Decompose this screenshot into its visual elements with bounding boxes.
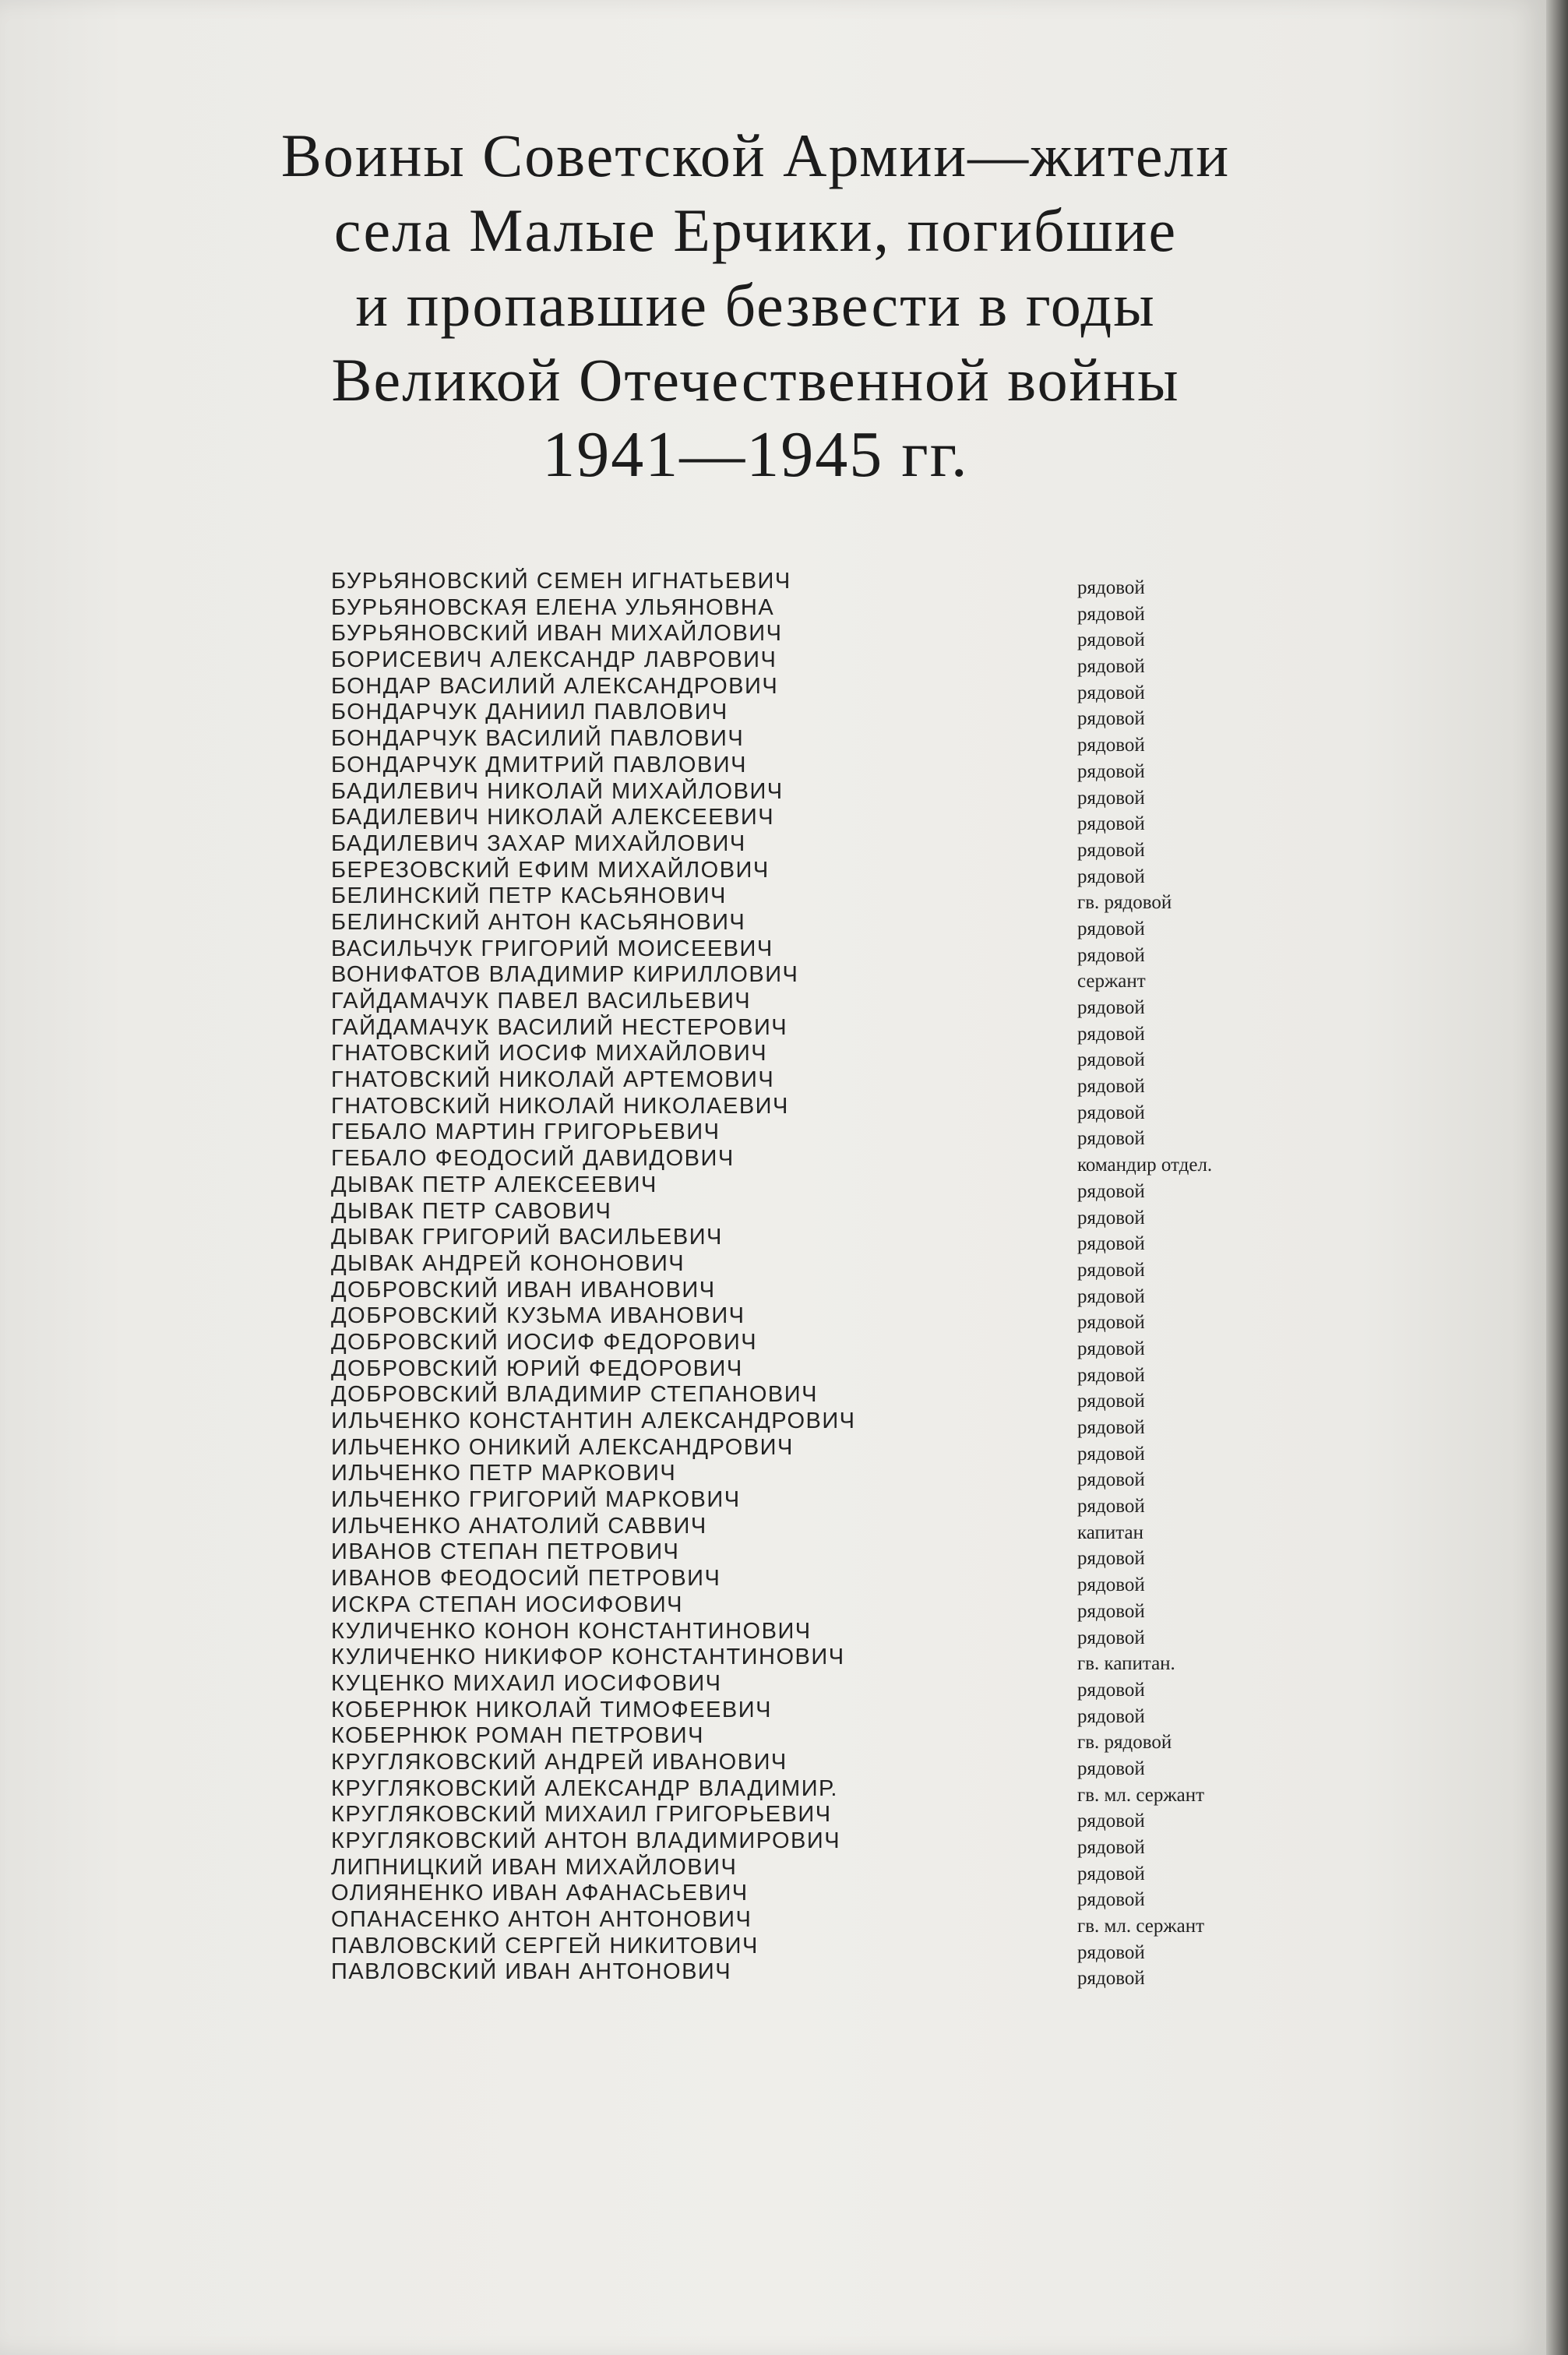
roster-row [331,1723,1313,1754]
title-line: Воины Советской Армии—жители [280,122,1231,189]
roster-row [331,1356,1313,1386]
soldier-rank: рядовой [1077,1679,1145,1701]
roster-row [331,1329,1313,1359]
roster-row [331,1539,1313,1570]
title-line: и пропавшие безвести в годы [355,271,1156,339]
soldier-name: БОНДАРЧУК ДАНИИЛ ПАВЛОВИЧ [331,700,728,725]
soldier-rank: рядовой [1077,708,1145,730]
soldier-name: ИЛЬЧЕНКО ОНИКИЙ АЛЕКСАНДРОВИЧ [331,1434,794,1460]
soldier-name: ДЫВАК ПЕТР САВОВИЧ [331,1198,612,1224]
soldier-name: ИВАНОВ СТЕПАН ПЕТРОВИЧ [331,1539,680,1565]
soldier-rank: рядовой [1077,1627,1145,1648]
roster-row [331,1277,1313,1307]
roster-row [331,936,1313,966]
roster-row [331,1067,1313,1098]
soldier-name: КРУГЛЯКОВСКИЙ МИХАИЛ ГРИГОРЬЕВИЧ [331,1802,832,1828]
roster-row [331,1881,1313,1911]
soldier-rank: рядовой [1077,1600,1145,1622]
soldier-rank: рядовой [1077,1023,1145,1045]
soldier-rank: гв. мл. сержант [1077,1916,1205,1937]
soldier-name: БАДИЛЕВИЧ ЗАХАР МИХАЙЛОВИЧ [331,830,746,856]
soldier-name: ПАВЛОВСКИЙ СЕРГЕЙ НИКИТОВИЧ [331,1933,759,1958]
soldier-name: БЕЛИНСКИЙ ПЕТР КАСЬЯНОВИЧ [331,883,727,909]
soldier-name: ДЫВАК ПЕТР АЛЕКСЕЕВИЧ [331,1172,657,1197]
roster-row [331,1408,1313,1438]
soldier-name: ВАСИЛЬЧУК ГРИГОРИЙ МОИСЕЕВИЧ [331,936,773,961]
roster-row [331,830,1313,861]
roster-row [331,1434,1313,1465]
soldier-rank: рядовой [1077,682,1145,703]
roster-row [331,1303,1313,1334]
roster-row [331,1566,1313,1596]
soldier-name: ИЛЬЧЕНКО ГРИГОРИЙ МАРКОВИЧ [331,1487,741,1513]
soldier-rank: рядовой [1077,1364,1145,1386]
roster-row [331,1645,1313,1675]
soldier-rank: рядовой [1077,1391,1145,1412]
soldier-name: ВОНИФАТОВ ВЛАДИМИР КИРИЛЛОВИЧ [331,962,799,988]
soldier-name: ГНАТОВСКИЙ НИКОЛАЙ АРТЕМОВИЧ [331,1067,775,1093]
soldier-rank: рядовой [1077,839,1145,861]
roster-row [331,1119,1313,1150]
roster-row [331,1828,1313,1858]
roster-row [331,805,1313,835]
soldier-name: ИЛЬЧЕНКО ПЕТР МАРКОВИЧ [331,1461,677,1486]
soldier-name: ЛИПНИЦКИЙ ИВАН МИХАЙЛОВИЧ [331,1854,738,1880]
roster-row [331,594,1313,625]
roster-row [331,569,1313,598]
soldier-name: ГАЙДАМАЧУК ПАВЕЛ ВАСИЛЬЕВИЧ [331,989,752,1014]
soldier-name: КУЛИЧЕНКО НИКИФОР КОНСТАНТИНОВИЧ [331,1645,845,1670]
roster-row [331,778,1313,809]
roster-row [331,1749,1313,1779]
roster-row [331,1250,1313,1281]
roster-row [331,1670,1313,1701]
soldier-rank: командир отдел. [1077,1155,1213,1176]
roster-row [331,1146,1313,1176]
soldier-rank: рядовой [1077,1757,1145,1779]
soldier-name: КОБЕРНЮК НИКОЛАЙ ТИМОФЕЕВИЧ [331,1697,772,1722]
soldier-rank: рядовой [1077,1810,1145,1832]
soldier-name: ДОБРОВСКИЙ ИОСИФ ФЕДОРОВИЧ [331,1329,758,1355]
soldier-name: ИЛЬЧЕНКО АНАТОЛИЙ САВВИЧ [331,1513,707,1539]
roster-row [331,752,1313,782]
roster-row [331,726,1313,756]
roster-row [331,1014,1313,1045]
soldier-name: КРУГЛЯКОВСКИЙ АНДРЕЙ ИВАНОВИЧ [331,1749,788,1775]
soldier-name: КУЛИЧЕНКО КОНОН КОНСТАНТИНОВИЧ [331,1618,812,1644]
soldier-rank: рядовой [1077,760,1145,782]
roster-row [331,1959,1313,1990]
roster-row [331,909,1313,940]
soldier-rank: рядовой [1077,1338,1145,1359]
page-edge [1546,0,1568,2355]
roster-row [331,1093,1313,1123]
soldier-rank: рядовой [1077,1076,1145,1098]
soldier-rank: рядовой [1077,1049,1145,1071]
soldier-name: ГЕБАЛО ФЕОДОСИЙ ДАВИДОВИЧ [331,1146,735,1172]
roster-row [331,700,1313,730]
soldier-name: ДОБРОВСКИЙ КУЗЬМА ИВАНОВИЧ [331,1303,745,1329]
roster-row [331,962,1313,992]
roster-row [331,1041,1313,1071]
soldier-rank: рядовой [1077,577,1145,598]
soldier-rank: рядовой [1077,944,1145,966]
soldier-name: ИЛЬЧЕНКО КОНСТАНТИН АЛЕКСАНДРОВИЧ [331,1408,856,1433]
soldier-rank: гв. рядовой [1077,892,1172,914]
soldier-rank: рядовой [1077,1941,1145,1963]
soldier-rank: рядовой [1077,1233,1145,1255]
soldier-rank: рядовой [1077,918,1145,940]
soldier-name: ИСКРА СТЕПАН ИОСИФОВИЧ [331,1592,684,1617]
soldier-name: ОЛИЯНЕНКО ИВАН АФАНАСЬЕВИЧ [331,1881,749,1906]
soldier-name: КУЦЕНКО МИХАИЛ ИОСИФОВИЧ [331,1670,722,1696]
roster-row [331,1933,1313,1963]
soldier-rank: рядовой [1077,1443,1145,1465]
soldier-name: КРУГЛЯКОВСКИЙ АНТОН ВЛАДИМИРОВИЧ [331,1828,841,1853]
soldier-name: ДЫВАК ГРИГОРИЙ ВАСИЛЬЕВИЧ [331,1225,723,1250]
soldier-rank: гв. рядовой [1077,1732,1172,1754]
roster-row [331,621,1313,651]
soldier-name: ГНАТОВСКИЙ НИКОЛАЙ НИКОЛАЕВИЧ [331,1093,789,1119]
soldier-rank: гв. мл. сержант [1077,1784,1205,1806]
soldier-name: ДЫВАК АНДРЕЙ КОНОНОВИЧ [331,1250,685,1276]
soldier-rank: рядовой [1077,603,1145,625]
soldier-rank: сержант [1077,971,1146,992]
roster-row [331,1461,1313,1491]
soldier-name: ГЕБАЛО МАРТИН ГРИГОРЬЕВИЧ [331,1119,721,1145]
soldier-rank: рядовой [1077,1207,1145,1229]
roster-row [331,1513,1313,1543]
soldier-rank: рядовой [1077,1837,1145,1858]
soldier-rank: рядовой [1077,656,1145,678]
soldier-name: ДОБРОВСКИЙ ЮРИЙ ФЕДОРОВИЧ [331,1356,743,1381]
soldier-rank: капитан [1077,1521,1143,1543]
roster-row [331,1618,1313,1648]
soldier-rank: рядовой [1077,1469,1145,1491]
roster-row [331,1592,1313,1622]
soldier-rank: рядовой [1077,629,1145,651]
roster-row [331,989,1313,1018]
roster-row [331,1802,1313,1832]
soldier-name: БУРЬЯНОВСКИЙ ИВАН МИХАЙЛОВИЧ [331,621,783,647]
soldier-rank: рядовой [1077,1417,1145,1438]
title-line: села Малые Ерчики, погибшие [333,196,1178,264]
soldier-name: БУРЬЯНОВСКИЙ СЕМЕН ИГНАТЬЕВИЧ [331,569,791,594]
soldier-rank: рядовой [1077,1180,1145,1202]
roster-list [331,569,1313,1990]
roster-row [331,883,1313,914]
page-title [234,118,1277,492]
roster-row [331,1225,1313,1255]
soldier-rank: рядовой [1077,1102,1145,1123]
roster-row [331,1907,1313,1937]
soldier-rank: рядовой [1077,1889,1145,1911]
roster-row [331,1697,1313,1727]
soldier-rank: рядовой [1077,1128,1145,1150]
soldier-rank: рядовой [1077,865,1145,887]
soldier-name: ГНАТОВСКИЙ ИОСИФ МИХАЙЛОВИЧ [331,1041,768,1066]
soldier-name: КОБЕРНЮК РОМАН ПЕТРОВИЧ [331,1723,704,1749]
soldier-name: ПАВЛОВСКИЙ ИВАН АНТОНОВИЧ [331,1959,732,1985]
soldier-rank: рядовой [1077,1312,1145,1334]
soldier-name: БОНДАР ВАСИЛИЙ АЛЕКСАНДРОВИЧ [331,673,779,699]
roster-row [331,1854,1313,1884]
soldier-rank: рядовой [1077,1968,1145,1990]
soldier-name: БЕРЕЗОВСКИЙ ЕФИМ МИХАЙЛОВИЧ [331,857,770,883]
soldier-rank: гв. капитан. [1077,1653,1175,1675]
soldier-name: КРУГЛЯКОВСКИЙ АЛЕКСАНДР ВЛАДИМИР. [331,1775,838,1801]
soldier-rank: рядовой [1077,787,1145,809]
title-years: 1941—1945 гг. [542,418,969,491]
soldier-rank: рядовой [1077,1705,1145,1727]
soldier-rank: рядовой [1077,1285,1145,1307]
roster-row [331,673,1313,703]
title-line: Великой Отечественной войны [331,346,1180,414]
roster-row [331,1487,1313,1518]
soldier-name: ГАЙДАМАЧУК ВАСИЛИЙ НЕСТЕРОВИЧ [331,1014,788,1040]
roster-row [331,647,1313,678]
roster-row [331,1198,1313,1229]
soldier-rank: рядовой [1077,813,1145,835]
soldier-rank: рядовой [1077,1259,1145,1281]
soldier-rank: рядовой [1077,1863,1145,1884]
soldier-rank: рядовой [1077,997,1145,1018]
soldier-name: ДОБРОВСКИЙ ИВАН ИВАНОВИЧ [331,1277,716,1303]
soldier-name: ДОБРОВСКИЙ ВЛАДИМИР СТЕПАНОВИЧ [331,1382,818,1408]
soldier-name: БАДИЛЕВИЧ НИКОЛАЙ АЛЕКСЕЕВИЧ [331,805,775,830]
roster-row [331,857,1313,887]
soldier-name: ИВАНОВ ФЕОДОСИЙ ПЕТРОВИЧ [331,1566,721,1592]
roster-row [331,1775,1313,1806]
soldier-rank: рядовой [1077,1496,1145,1518]
roster-row [331,1382,1313,1412]
soldier-name: ОПАНАСЕНКО АНТОН АНТОНОВИЧ [331,1907,752,1933]
soldier-rank: рядовой [1077,1574,1145,1596]
soldier-name: БАДИЛЕВИЧ НИКОЛАЙ МИХАЙЛОВИЧ [331,778,784,804]
soldier-name: БОНДАРЧУК ВАСИЛИЙ ПАВЛОВИЧ [331,726,745,752]
soldier-rank: рядовой [1077,735,1145,756]
soldier-name: БОНДАРЧУК ДМИТРИЙ ПАВЛОВИЧ [331,752,747,777]
soldier-rank: рядовой [1077,1548,1145,1570]
soldier-name: БОРИСЕВИЧ АЛЕКСАНДР ЛАВРОВИЧ [331,647,777,673]
soldier-name: БЕЛИНСКИЙ АНТОН КАСЬЯНОВИЧ [331,909,746,935]
soldier-name: БУРЬЯНОВСКАЯ ЕЛЕНА УЛЬЯНОВНА [331,594,775,620]
roster-row [331,1172,1313,1202]
